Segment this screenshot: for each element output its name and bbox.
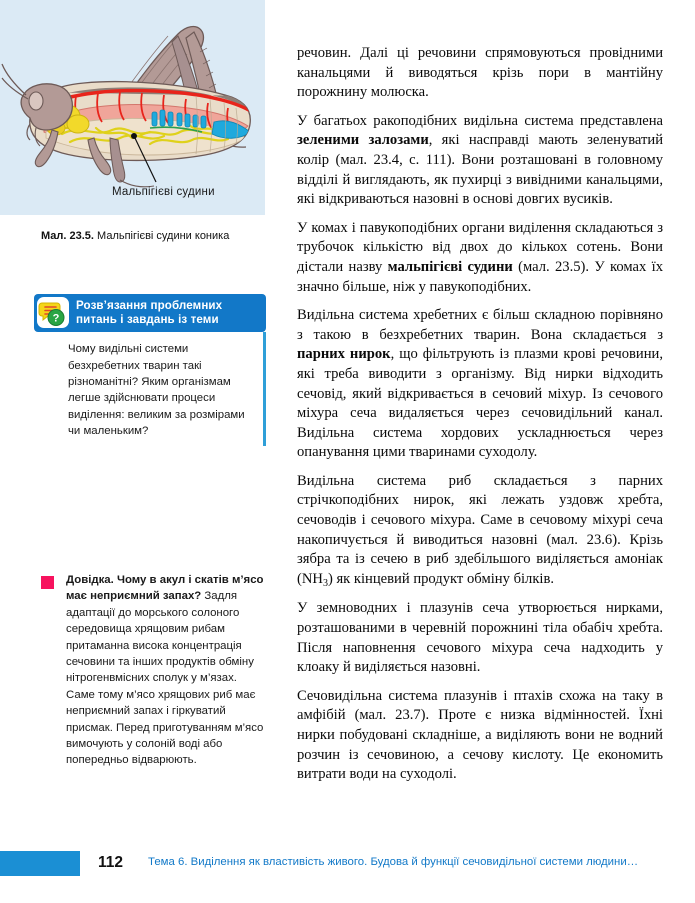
text-run: Видільна система хребетних є більш складною порівняно з такою в безхребетних тварин. Вона складається з: [297, 307, 663, 343]
body-paragraph: [297, 687, 663, 785]
note-body: Задля адаптації до морського солоного середовища хрящовим рибам притаманна висока концентрація сечовини та інших продуктів обміну нітрогенвмісних сполук у м’язах. Саме тому м’ясо хрящових риб має неприємний запах і гіркуватий присмак. Перед приготуванням м’ясо вимочують у солоній воді або попередньо відварюють.: [66, 590, 264, 767]
reference-note: [41, 572, 267, 769]
main-text-column: [297, 44, 663, 785]
grasshopper-anatomy-illustration: [0, 0, 265, 215]
left-column: [0, 0, 268, 845]
callout-header: [34, 294, 266, 332]
term-emphasis: парних нирок: [297, 346, 391, 363]
callout-title: Розв’язання проблемних питань і завдань із теми: [76, 299, 223, 326]
chemical-subscript: 3: [322, 577, 328, 589]
note-square-marker: [41, 576, 54, 589]
figure-panel: [0, 0, 265, 215]
page-footer: [0, 845, 695, 903]
footer-chapter-title: Тема 6. Виділення як властивість живого. Будова й функції сечовидільної системи людини…: [148, 856, 639, 868]
body-paragraph: [297, 219, 663, 297]
callout-body: [34, 332, 266, 445]
text-run: У комах і павукоподібних органи виділення складаються з трубочок кількістю від двох до кількох сотень. Вони дістали назву: [297, 219, 663, 275]
text-run: (мал. 23.5). У комах їх значно більше, ніж у павукоподібних.: [297, 258, 663, 295]
note-text: [66, 572, 267, 769]
body-paragraph: [297, 112, 663, 210]
figure-caption-number: Мал. 23.5.: [41, 230, 94, 242]
problem-solving-callout: [34, 294, 266, 446]
text-run: У земноводних і плазунів сеча утворюється нирками, розташованими в черевній порожнині тіла обабіч хребта. Після наповнення сечового міхура сеча надходить у клоаку й виділяється назовні.: [297, 600, 663, 676]
text-run: , що фільтрують із плазми крові речовини, які треба виводити з організму. Від нирки відходить сечовід, який відкривається в сечовий міхур. Із сечового міхура сеча видаляється через сечовидільний канал. Видільна система хордових ускладнюється через опанування цими тваринами суходолу.: [297, 346, 663, 461]
figure-pointer-label: Мальпігієві судини: [112, 186, 215, 198]
question-speech-bubble-icon: [37, 297, 69, 328]
figure-caption: [41, 229, 257, 244]
paragraph-list: [297, 44, 663, 785]
body-paragraph: [297, 472, 663, 591]
body-paragraph: [297, 599, 663, 677]
note-heading: Довідка. Чому в акул і скатів м’ясо має неприємний запах?: [66, 574, 264, 603]
text-run: У багатьох ракоподібних видільна система представлена: [297, 112, 663, 129]
body-paragraph: [297, 44, 663, 103]
body-paragraph: [297, 306, 663, 463]
text-run: Сечовидільна система плазунів і птахів схожа на таку в амфібій (мал. 23.7). Проте є низка відмінностей. Їхні нирки побудовані складніше, а виділяють вони не водний розчин із сечовиною, а сечову кислоту. Це економить витрати води на суходолі.: [297, 687, 663, 783]
footer-color-bar: [0, 851, 80, 876]
callout-accent-bar: [263, 332, 266, 445]
text-run: речовин. Далі ці речовини спрямовуються провідними канальцями й виводяться крізь пори в мантійну порожнину молюска.: [297, 45, 663, 101]
term-emphasis: зеленими залозами: [297, 132, 429, 149]
callout-question-text: Чому видільні системи безхребетних тварин такі різноманітні? Яким організмам легше здійснювати процеси виділення: великим за розмірами чи маленьким?: [68, 343, 245, 438]
text-run: ) як кінцевий продукт обміну білків.: [327, 570, 555, 587]
figure-caption-text: Мальпігієві судини коника: [93, 230, 230, 242]
text-run: , які насправді мають зеленуватий колір (мал. 23.4, с. 111). Вони розташовані в головному відділі й виглядають, як пухирці з вивідними канальцями, які відкриваються назовні в основі довгих вусиків.: [297, 132, 664, 208]
text-run: Видільна система риб складається з парних стрічкоподібних нирок, які лежать уздовж хребта, сечоводів і сечового міхура. Саме в сечовому міхурі сеча накопичується й виводиться назовні (мал. 23.6). Крізь зябра та із сечею в риб здебільшого виділяється амоніак (NH: [297, 472, 663, 587]
page-number: 112: [98, 854, 124, 871]
svg-text:?: ?: [52, 312, 60, 325]
term-emphasis: мальпігієві судини: [387, 258, 513, 275]
